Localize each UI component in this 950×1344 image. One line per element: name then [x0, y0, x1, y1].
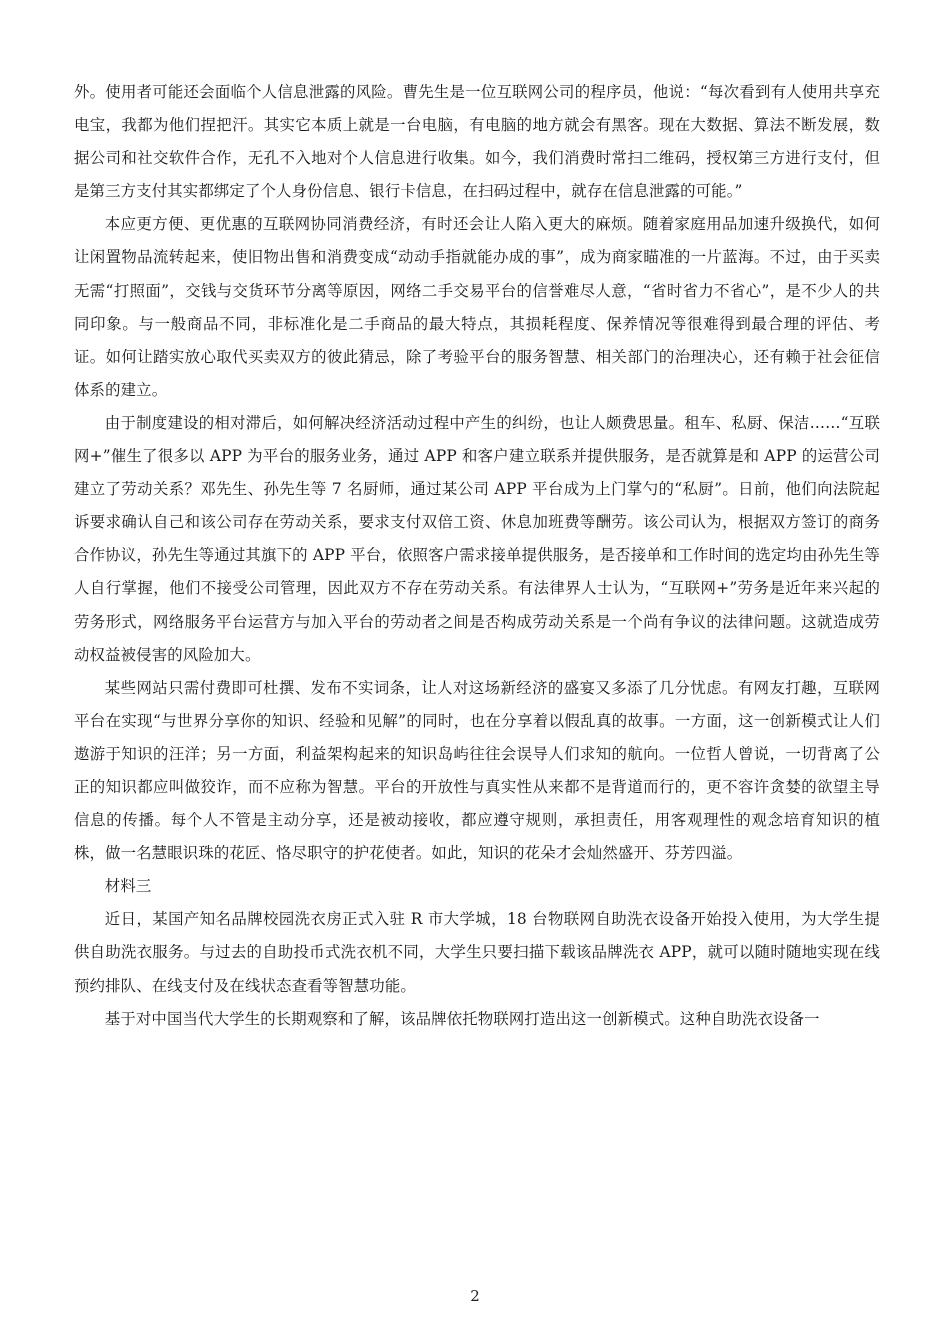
paragraph-secondhand-trade: 本应更方便、更优惠的互联网协同消费经济，有时还会让人陷入更大的麻烦。随着家庭用品加速升级换代，如何让闲置物品流转起来，使旧物出售和消费变成“动动手指就能办成的事”，成为商家瞄准的一片蓝海。不过，由于买卖无需“打照面”，交钱与交货环节分离等原因，网络二手交易平台的信誉难尽人意，“省时省力不省心”，是不少人的共同印象。与一般商品不同，非标准化是二手商品的最大特点，其损耗程度、保养情况等很难得到最合理的评估、考证。如何让踏实放心取代买卖双方的彼此猜忌，除了考验平台的服务智慧、相关部门的治理决心，还有赖于社会征信体系的建立。: [74, 215, 880, 399]
document-body: [74, 76, 880, 1036]
paragraph-continued: 外。使用者可能还会面临个人信息泄露的风险。曹先生是一位互联网公司的程序员，他说：“每次看到有人使用共享充电宝，我都为他们捏把汗。其实它本质上就是一台电脑，有电脑的地方就会有黑客。现在大数据、算法不断发展，数据公司和社交软件合作，无孔不入地对个人信息进行收集。如今，我们消费时常扫二维码，授权第三方进行支付，但是第三方支付其实都绑定了个人身份信息、银行卡信息，在扫码过程中，就存在信息泄露的可能。”: [74, 83, 880, 201]
paragraph-labor-relations: 由于制度建设的相对滞后，如何解决经济活动过程中产生的纠纷，也让人颇费思量。租车、私厨、保洁……“互联网+”催生了很多以 APP 为平台的服务业务，通过 APP 和客户建立联系并提供服务，是否就算是和 APP 的运营公司建立了劳动关系？邓先生、孙先生等 7 名厨师，通过某公司 APP 平台成为上门掌勺的“私厨”。日前，他们向法院起诉要求确认自己和该公司存在劳动关系，要求支付双倍工资、休息加班费等酬劳。该公司认为，根据双方签订的商务合作协议，孙先生等通过其旗下的 APP 平台，依照客户需求接单提供服务，是否接单和工作时间的选定均由孙先生等人自行掌握，他们不接受公司管理，因此双方不存在劳动关系。有法律界人士认为，“互联网+”劳务是近年来兴起的劳务形式，网络服务平台运营方与加入平台的劳动者之间是否构成劳动关系是一个尚有争议的法律问题。这就造成劳动权益被侵害的风险加大。: [74, 413, 880, 664]
paragraph-laundry-model: 基于对中国当代大学生的长期观察和了解，该品牌依托物联网打造出这一创新模式。这种自助洗衣设备一: [104, 1009, 820, 1028]
section-heading-material-three: 材料三: [104, 877, 152, 896]
paragraph-knowledge-sharing: 某些网站只需付费即可杜撰、发布不实词条，让人对这场新经济的盛宴又多添了几分忧虑。有网友打趣，互联网平台在实现“与世界分享你的知识、经验和见解”的同时，也在分享着以假乱真的故事。一方面，这一创新模式让人们遨游于知识的汪洋；另一方面，利益架构起来的知识岛屿往往会误导人们求知的航向。一位哲人曾说，一切背离了公正的知识都应叫做狡诈，而不应称为智慧。平台的开放性与真实性从来都不是背道而行的，更不容许贪婪的欲望主导信息的传播。每个人不管是主动分享，还是被动接收，都应遵守规则，承担责任，用客观理性的观念培育知识的植株，做一名慧眼识珠的花匠、恪尽职守的护花使者。如此，知识的花朵才会灿然盛开、芬芳四溢。: [74, 678, 880, 863]
paragraph-laundry-intro: 近日，某国产知名品牌校园洗衣房正式入驻 R 市大学城，18 台物联网自助洗衣设备开始投入使用，为大学生提供自助洗衣服务。与过去的自助投币式洗衣机不同，大学生只要扫描下载该品牌洗衣 APP，就可以随时随地实现在线预约排队、在线支付及在线状态查看等智慧功能。: [74, 910, 880, 995]
page-number: 2: [470, 1287, 480, 1305]
